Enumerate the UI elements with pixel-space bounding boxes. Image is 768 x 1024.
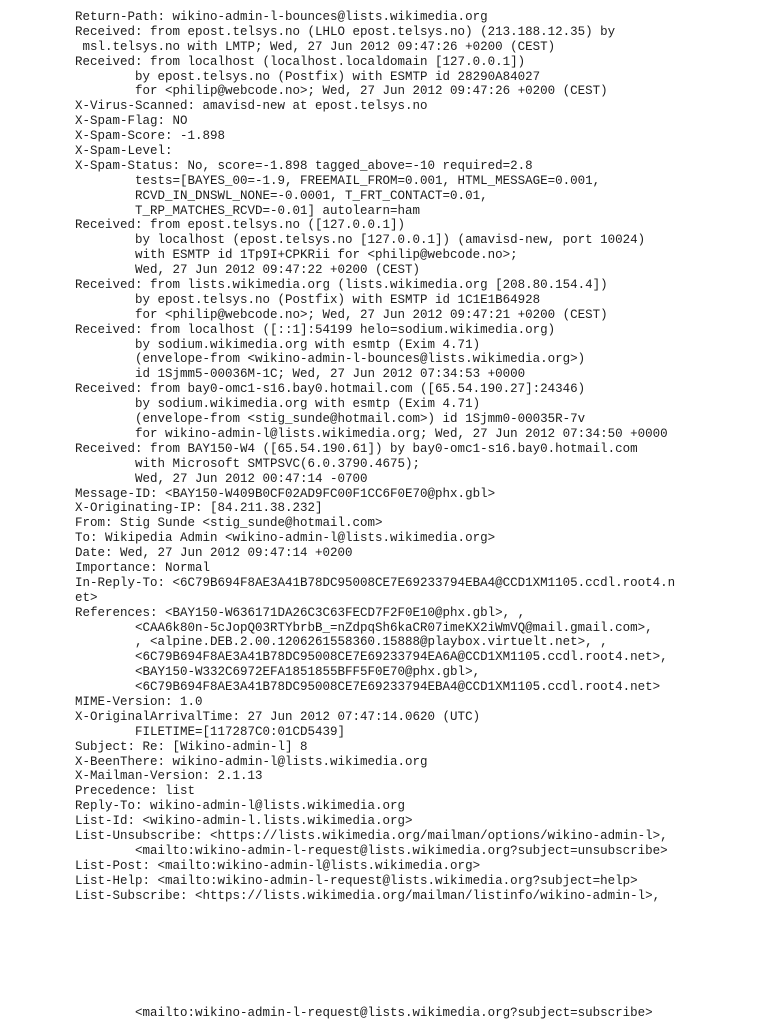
header-line: X-BeenThere: wikino-admin-l@lists.wikimedia.org [75,754,428,769]
header-line: Received: from BAY150-W4 ([65.54.190.61]) by bay0-omc1-s16.bay0.hotmail.com [75,441,638,456]
header-line: Message-ID: <BAY150-W409B0CF02AD9FC00F1CC6F0E70@phx.gbl> [75,486,496,501]
header-line: List-Id: <wikino-admin-l.lists.wikimedia.org> [75,814,413,829]
header-line: for wikino-admin-l@lists.wikimedia.org; Wed, 27 Jun 2012 07:34:50 +0000 [75,426,668,441]
header-line: In-Reply-To: <6C79B694F8AE3A41B78DC95008CE7E69233794EBA4@CCD1XM1105.ccdl.root4.n [75,575,676,590]
header-line: (envelope-from <stig_sunde@hotmail.com>) id 1Sjmm0-00035R-7v [75,412,586,427]
header-line: FILETIME=[117287C0:01CD5439] [75,724,346,739]
header-line: To: Wikipedia Admin <wikino-admin-l@lists.wikimedia.org> [75,531,496,546]
header-line: X-Spam-Flag: NO [75,114,188,129]
header-line: X-Spam-Score: -1.898 [75,129,226,144]
header-line: MIME-Version: 1.0 [75,694,203,709]
header-line: Subject: Re: [Wikino-admin-l] 8 [75,739,308,754]
header-line: Received: from bay0-omc1-s16.bay0.hotmail.com ([65.54.190.27]:24346) [75,382,586,397]
header-line: Wed, 27 Jun 2012 09:47:22 +0200 (CEST) [75,263,421,278]
email-header-block [75,10,765,903]
header-line: X-Virus-Scanned: amavisd-new at epost.telsys.no [75,99,428,114]
header-line: Reply-To: wikino-admin-l@lists.wikimedia.org [75,799,406,814]
header-line: <mailto:wikino-admin-l-request@lists.wikimedia.org?subject=unsubscribe> [75,843,668,858]
header-line: , <alpine.DEB.2.00.1206261558360.15888@playbox.virtuelt.net>, , [75,635,608,650]
header-line: Wed, 27 Jun 2012 00:47:14 -0700 [75,471,368,486]
header-line: X-Originating-IP: [84.211.38.232] [75,501,323,516]
header-line: with ESMTP id 1Tp9I+CPKRii for <philip@webcode.no>; [75,248,518,263]
header-line: List-Help: <mailto:wikino-admin-l-request@lists.wikimedia.org?subject=help> [75,873,638,888]
header-line: <6C79B694F8AE3A41B78DC95008CE7E69233794EBA4@CCD1XM1105.ccdl.root4.net> [75,680,661,695]
header-line: X-Spam-Status: No, score=-1.898 tagged_above=-10 required=2.8 [75,158,533,173]
header-line: List-Post: <mailto:wikino-admin-l@lists.wikimedia.org> [75,858,481,873]
header-line: Received: from localhost (localhost.localdomain [127.0.0.1]) [75,54,526,69]
header-line: Date: Wed, 27 Jun 2012 09:47:14 +0200 [75,546,353,561]
header-line: <CAA6k80n-5cJopQ03RTYbrbB_=nZdpqSh6kaCR07imeKX2iWmVQ@mail.gmail.com>, [75,620,653,635]
header-line: Received: from epost.telsys.no (LHLO epost.telsys.no) (213.188.12.35) by [75,24,616,39]
header-line: Return-Path: wikino-admin-l-bounces@lists.wikimedia.org [75,10,488,24]
header-line: by sodium.wikimedia.org with esmtp (Exim 4.71) [75,337,481,352]
header-line: for <philip@webcode.no>; Wed, 27 Jun 2012 09:47:26 +0200 (CEST) [75,84,608,99]
header-line: tests=[BAYES_00=-1.9, FREEMAIL_FROM=0.001, HTML_MESSAGE=0.001, [75,173,601,188]
header-line: msl.telsys.no with LMTP; Wed, 27 Jun 2012 09:47:26 +0200 (CEST) [75,39,556,54]
header-line: X-Mailman-Version: 2.1.13 [75,769,263,784]
header-line: X-OriginalArrivalTime: 27 Jun 2012 07:47:14.0620 (UTC) [75,709,481,724]
header-line: List-Unsubscribe: <https://lists.wikimedia.org/mailman/options/wikino-admin-l>, [75,828,668,843]
header-line: id 1Sjmm5-00036M-1C; Wed, 27 Jun 2012 07:34:53 +0000 [75,367,526,382]
header-line: Received: from lists.wikimedia.org (lists.wikimedia.org [208.80.154.4]) [75,278,608,293]
header-line: From: Stig Sunde <stig_sunde@hotmail.com> [75,516,383,531]
header-line: et> [75,590,98,605]
header-line: by epost.telsys.no (Postfix) with ESMTP id 1C1E1B64928 [75,292,541,307]
header-line: References: <BAY150-W636171DA26C3C63FECD7F2F0E10@phx.gbl>, , [75,605,526,620]
header-line: Received: from localhost ([::1]:54199 helo=sodium.wikimedia.org) [75,322,556,337]
header-line: with Microsoft SMTPSVC(6.0.3790.4675); [75,456,421,471]
header-line: Importance: Normal [75,560,211,575]
header-line: Received: from epost.telsys.no ([127.0.0.1]) [75,218,406,233]
header-line: by localhost (epost.telsys.no [127.0.0.1]) (amavisd-new, port 10024) [75,233,646,248]
header-line: <6C79B694F8AE3A41B78DC95008CE7E69233794EA6A@CCD1XM1105.ccdl.root4.net>, [75,650,668,665]
header-line: for <philip@webcode.no>; Wed, 27 Jun 2012 09:47:21 +0200 (CEST) [75,307,608,322]
header-line: X-Spam-Level: [75,144,173,159]
header-line: Precedence: list [75,784,196,799]
list-subscribe-continuation-line: <mailto:wikino-admin-l-request@lists.wikimedia.org?subject=subscribe> [75,1006,653,1020]
header-line: (envelope-from <wikino-admin-l-bounces@lists.wikimedia.org>) [75,352,586,367]
header-line: <BAY150-W332C6972EFA1851855BFF5F0E70@phx.gbl>, [75,665,481,680]
header-line: RCVD_IN_DNSWL_NONE=-0.0001, T_FRT_CONTACT=0.01, [75,188,488,203]
header-line: T_RP_MATCHES_RCVD=-0.01] autolearn=ham [75,203,421,218]
header-line: by sodium.wikimedia.org with esmtp (Exim 4.71) [75,397,481,412]
header-line: by epost.telsys.no (Postfix) with ESMTP id 28290A84027 [75,69,541,84]
header-line: List-Subscribe: <https://lists.wikimedia.org/mailman/listinfo/wikino-admin-l>, [75,888,661,903]
